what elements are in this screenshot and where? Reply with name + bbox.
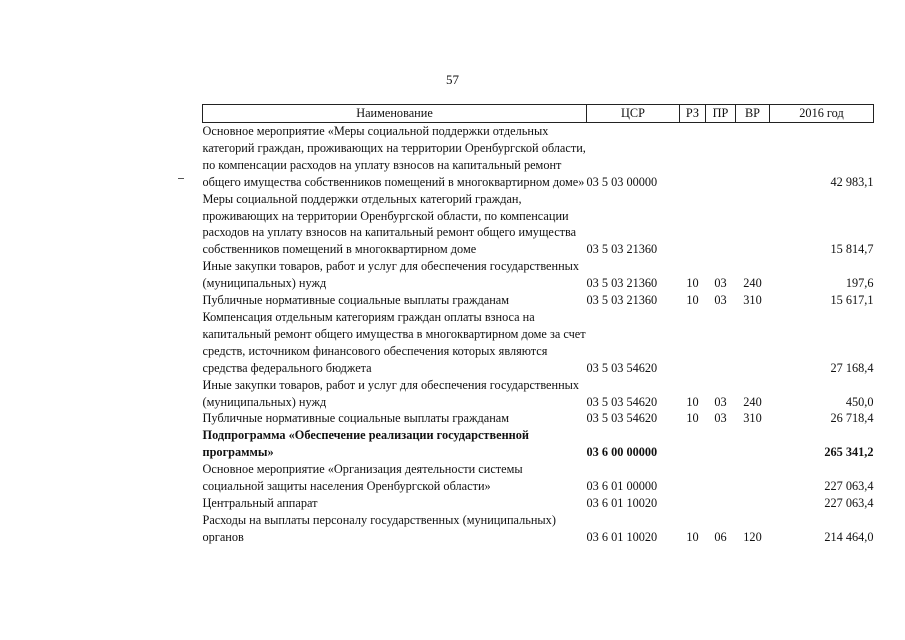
cell-name: Подпрограмма «Обеспечение реализации государственной программы» (202, 428, 529, 460)
table-row (203, 309, 874, 377)
cell-name: Основное мероприятие «Организация деятельности системы социальной защиты населения Оренбургской области» (202, 462, 523, 494)
cell-csr: 03 6 01 10020 (586, 529, 658, 544)
cell-rz: 10 (686, 529, 699, 544)
cell-amount: 15 617,1 (830, 293, 874, 308)
table-row (203, 292, 874, 309)
cell-vr (736, 309, 770, 377)
header-vr: ВР (736, 105, 770, 123)
cell-amount: 26 718,4 (830, 411, 874, 426)
budget-table (202, 104, 874, 546)
cell-name: Иные закупки товаров, работ и услуг для обеспечения государственных (муниципальных) нужд (202, 259, 580, 291)
cell-rz: 10 (686, 411, 699, 426)
table-row (203, 258, 874, 292)
table-body (203, 123, 874, 546)
cell-csr: 03 5 03 54620 (586, 360, 658, 375)
cell-vr: 240 (743, 394, 762, 409)
cell-pr: 06 (714, 529, 727, 544)
cell-csr: 03 6 01 10020 (586, 495, 658, 510)
cell-csr: 03 5 03 21360 (586, 242, 658, 257)
cell-rz (680, 427, 706, 461)
cell-name: Расходы на выплаты персоналу государственных (муниципальных) органов (202, 512, 556, 544)
table-row (203, 512, 874, 546)
margin-mark (178, 178, 184, 179)
table-row (203, 410, 874, 427)
cell-name: Публичные нормативные социальные выплаты гражданам (202, 293, 510, 308)
cell-csr: 03 5 03 54620 (586, 411, 658, 426)
cell-csr: 03 5 03 54620 (586, 394, 658, 409)
cell-pr (706, 427, 736, 461)
table-row (203, 461, 874, 495)
cell-pr: 03 (714, 276, 727, 291)
cell-vr: 310 (743, 293, 762, 308)
cell-csr: 03 6 01 00000 (586, 479, 658, 494)
header-csr: ЦСР (587, 105, 680, 123)
cell-amount: 42 983,1 (830, 174, 874, 189)
cell-rz (680, 495, 706, 512)
table-row (203, 377, 874, 411)
cell-pr (706, 495, 736, 512)
cell-csr: 03 5 03 21360 (586, 276, 658, 291)
cell-vr (736, 191, 770, 259)
cell-name: Основное мероприятие «Меры социальной поддержки отдельных категорий граждан, проживающих на территории Оренбургской области, по компенсации расходов на уплату взносов на капитальный ремонт общего имущества собственников помещений в многоквартирном доме» (202, 124, 586, 189)
cell-name: Публичные нормативные социальные выплаты гражданам (202, 411, 510, 426)
cell-csr: 03 6 00 00000 (586, 445, 658, 460)
table-header-row (203, 105, 874, 123)
table-row (203, 495, 874, 512)
table-row (203, 427, 874, 461)
cell-name: Центральный аппарат (202, 495, 318, 510)
cell-rz (680, 191, 706, 259)
cell-pr: 03 (714, 293, 727, 308)
cell-vr (736, 461, 770, 495)
cell-vr (736, 495, 770, 512)
cell-name: Иные закупки товаров, работ и услуг для обеспечения государственных (муниципальных) нужд (202, 377, 580, 409)
cell-rz: 10 (686, 293, 699, 308)
cell-pr (706, 123, 736, 191)
header-rz: РЗ (680, 105, 706, 123)
page-number: 57 (446, 72, 459, 87)
cell-amount: 27 168,4 (830, 360, 874, 375)
cell-name: Меры социальной поддержки отдельных категорий граждан, проживающих на территории Оренбургской области, по компенсации расходов на уплату взносов на капитальный ремонт общего имущества собственников помещений в многоквартирном доме (202, 191, 577, 257)
cell-csr: 03 5 03 21360 (586, 293, 658, 308)
cell-rz (680, 309, 706, 377)
cell-vr (736, 123, 770, 191)
cell-vr: 120 (743, 529, 762, 544)
cell-amount: 15 814,7 (830, 242, 874, 257)
cell-pr (706, 461, 736, 495)
table-row (203, 123, 874, 191)
cell-pr (706, 191, 736, 259)
cell-vr: 310 (743, 411, 762, 426)
header-year: 2016 год (770, 105, 874, 123)
cell-rz: 10 (686, 394, 699, 409)
cell-vr (736, 427, 770, 461)
header-pr: ПР (706, 105, 736, 123)
cell-pr: 03 (714, 411, 727, 426)
cell-rz (680, 461, 706, 495)
table-row (203, 191, 874, 259)
cell-csr: 03 5 03 00000 (586, 174, 658, 189)
cell-amount: 197,6 (845, 276, 874, 291)
cell-amount: 227 063,4 (824, 479, 874, 494)
cell-pr: 03 (714, 394, 727, 409)
header-name: Наименование (203, 105, 587, 123)
cell-rz (680, 123, 706, 191)
cell-amount: 214 464,0 (824, 529, 874, 544)
cell-pr (706, 309, 736, 377)
cell-vr: 240 (743, 276, 762, 291)
cell-amount: 227 063,4 (824, 495, 874, 510)
cell-rz: 10 (686, 276, 699, 291)
cell-amount: 265 341,2 (824, 445, 874, 460)
cell-name: Компенсация отдельным категориям граждан оплаты взноса на капитальный ремонт общего имущества в многоквартирном доме за счет средств, источником финансового обеспечения которых являются средства федерального бюджета (202, 309, 586, 375)
cell-amount: 450,0 (845, 394, 874, 409)
